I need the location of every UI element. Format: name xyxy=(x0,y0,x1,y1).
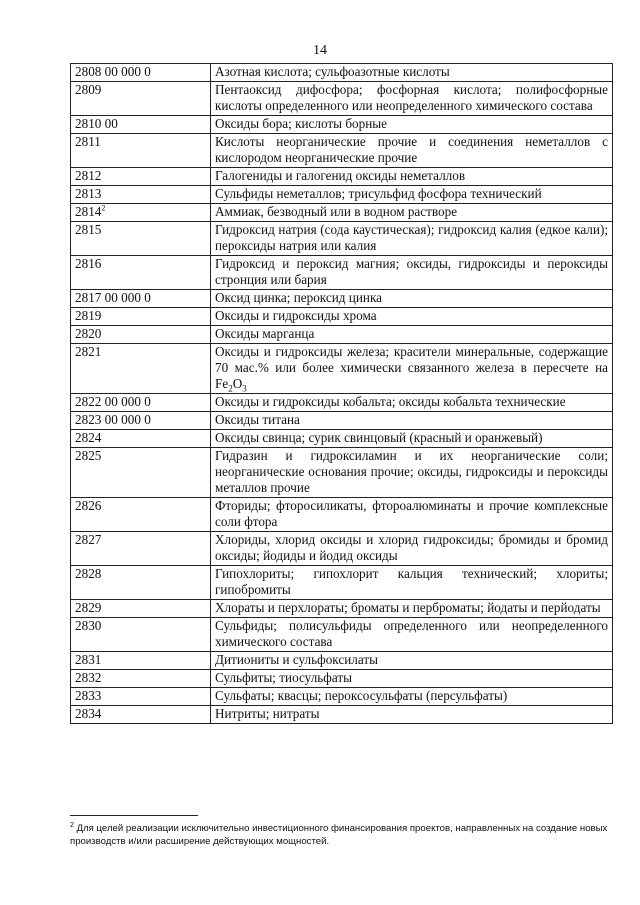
description-cell xyxy=(211,222,613,256)
code-cell xyxy=(71,344,211,394)
description-cell xyxy=(211,344,613,394)
code-cell xyxy=(71,64,211,82)
code-text: 2816 xyxy=(75,256,102,271)
description-cell xyxy=(211,204,613,222)
table-row xyxy=(71,394,613,412)
code-cell xyxy=(71,308,211,326)
description-cell xyxy=(211,326,613,344)
table-row xyxy=(71,186,613,204)
description-text: Оксиды и гидроксиды хрома xyxy=(215,308,377,323)
code-cell xyxy=(71,706,211,724)
description-cell xyxy=(211,308,613,326)
table-row xyxy=(71,168,613,186)
description-text: Оксиды свинца; сурик свинцовый (красный и оранжевый) xyxy=(215,430,543,445)
table-row xyxy=(71,326,613,344)
table-row xyxy=(71,688,613,706)
code-text: 2823 00 000 0 xyxy=(75,412,151,427)
code-cell xyxy=(71,134,211,168)
footnote-mark: 2 xyxy=(70,821,74,829)
code-cell xyxy=(71,82,211,116)
code-text: 2833 xyxy=(75,688,102,703)
table-row xyxy=(71,498,613,532)
description-cell xyxy=(211,600,613,618)
formula-text: O xyxy=(232,376,243,391)
description-cell xyxy=(211,412,613,430)
code-text: 2809 xyxy=(75,82,102,97)
table-row xyxy=(71,290,613,308)
description-cell xyxy=(211,566,613,600)
description-text: Гидроксид и пероксид магния; оксиды, гидроксиды и пероксиды стронция или бария xyxy=(215,256,608,287)
table-row xyxy=(71,412,613,430)
description-text: Нитриты; нитраты xyxy=(215,706,320,721)
code-text: 2830 xyxy=(75,618,102,633)
description-text: Сульфиты; тиосульфаты xyxy=(215,670,352,685)
table-row xyxy=(71,618,613,652)
code-text: 2814 xyxy=(75,204,102,219)
code-text: 2825 xyxy=(75,448,102,463)
description-text: Оксид цинка; пероксид цинка xyxy=(215,290,383,305)
code-text: 2812 xyxy=(75,168,102,183)
code-cell xyxy=(71,222,211,256)
description-cell xyxy=(211,256,613,290)
code-text: 2826 xyxy=(75,498,102,513)
table-row xyxy=(71,204,613,222)
description-cell xyxy=(211,706,613,724)
description-text: Сульфиды; полисульфиды определенного или неопределенного химического состава xyxy=(215,618,608,649)
code-cell xyxy=(71,256,211,290)
footnote-reference: 2 xyxy=(101,203,106,213)
code-cell xyxy=(71,688,211,706)
code-text: 2829 xyxy=(75,600,102,615)
code-cell xyxy=(71,532,211,566)
code-text: 2808 00 000 0 xyxy=(75,64,151,79)
description-text: Оксиды марганца xyxy=(215,326,315,341)
code-text: 2819 xyxy=(75,308,102,323)
description-cell xyxy=(211,82,613,116)
code-text: 2834 xyxy=(75,706,102,721)
table-row xyxy=(71,652,613,670)
description-cell xyxy=(211,186,613,204)
description-text: Пентаоксид дифосфора; фосфорная кислота; полифосфорные кислоты определенного или неопределенного химического состава xyxy=(215,82,608,113)
table-row xyxy=(71,670,613,688)
description-text: Хлораты и перхлораты; броматы и перброматы; йодаты и перйодаты xyxy=(215,600,601,615)
description-cell xyxy=(211,652,613,670)
code-cell xyxy=(71,498,211,532)
code-cell xyxy=(71,326,211,344)
table-row xyxy=(71,600,613,618)
description-text: Оксиды титана xyxy=(215,412,300,427)
code-cell xyxy=(71,412,211,430)
page-number: 14 xyxy=(313,43,327,58)
code-text: 2811 xyxy=(75,134,101,149)
table-body xyxy=(71,64,613,724)
description-text: Хлориды, хлорид оксиды и хлорид гидроксиды; бромиды и бромид оксиды; йодиды и йодид оксиды xyxy=(215,532,608,563)
table-row xyxy=(71,134,613,168)
code-cell xyxy=(71,204,211,222)
table-row xyxy=(71,222,613,256)
description-cell xyxy=(211,116,613,134)
description-text: Сульфиды неметаллов; трисульфид фосфора технический xyxy=(215,186,542,201)
code-text: 2821 xyxy=(75,344,102,359)
code-text: 2822 00 000 0 xyxy=(75,394,151,409)
description-text: Гидроксид натрия (сода каустическая); гидроксид калия (едкое кали); пероксиды натрия или калия xyxy=(215,222,608,253)
description-text: Галогениды и галогенид оксиды неметаллов xyxy=(215,168,466,183)
footnote xyxy=(70,822,615,848)
code-text: 2810 00 xyxy=(75,116,118,131)
description-cell xyxy=(211,498,613,532)
description-text: Гипохлориты; гипохлорит кальция технический; хлориты; гипобромиты xyxy=(215,566,608,597)
description-text: Дитиониты и сульфоксилаты xyxy=(215,652,378,667)
description-cell xyxy=(211,618,613,652)
code-cell xyxy=(71,168,211,186)
code-text: 2813 xyxy=(75,186,102,201)
table-row xyxy=(71,64,613,82)
table-row xyxy=(71,344,613,394)
code-cell xyxy=(71,652,211,670)
footnote-text: Для целей реализации исключительно инвестиционного финансирования проектов, направленных на создание новых производств и/или расширение действующих мощностей. xyxy=(70,823,608,847)
table-row xyxy=(71,256,613,290)
code-cell xyxy=(71,116,211,134)
description-text: Сульфаты; квасцы; пероксосульфаты (персульфаты) xyxy=(215,688,508,703)
description-text: Аммиак, безводный или в водном растворе xyxy=(215,204,458,219)
description-cell xyxy=(211,394,613,412)
description-cell xyxy=(211,168,613,186)
table-row xyxy=(71,706,613,724)
code-cell xyxy=(71,618,211,652)
code-cell xyxy=(71,430,211,448)
code-text: 2832 xyxy=(75,670,102,685)
description-text: Фториды; фторосиликаты, фтороалюминаты и прочие комплексные соли фтора xyxy=(215,498,608,529)
formula-subscript: 2 xyxy=(228,383,233,394)
code-text: 2817 00 000 0 xyxy=(75,290,151,305)
description-cell xyxy=(211,290,613,308)
table-row xyxy=(71,566,613,600)
tariff-code-table xyxy=(70,63,613,724)
description-cell xyxy=(211,532,613,566)
formula-subscript: 3 xyxy=(242,383,247,394)
description-cell xyxy=(211,134,613,168)
code-cell xyxy=(71,394,211,412)
code-text: 2815 xyxy=(75,222,102,237)
code-cell xyxy=(71,290,211,308)
code-text: 2827 xyxy=(75,532,102,547)
code-text: 2828 xyxy=(75,566,102,581)
table-row xyxy=(71,532,613,566)
description-cell xyxy=(211,670,613,688)
code-cell xyxy=(71,670,211,688)
code-cell xyxy=(71,600,211,618)
code-text: 2824 xyxy=(75,430,102,445)
description-cell xyxy=(211,64,613,82)
table-row xyxy=(71,82,613,116)
description-cell xyxy=(211,430,613,448)
table-row xyxy=(71,116,613,134)
description-text: Оксиды и гидроксиды кобальта; оксиды кобальта технические xyxy=(215,394,566,409)
code-cell xyxy=(71,566,211,600)
code-cell xyxy=(71,186,211,204)
description-text: Азотная кислота; сульфоазотные кислоты xyxy=(215,64,450,79)
description-text: Оксиды бора; кислоты борные xyxy=(215,116,387,131)
description-cell xyxy=(211,688,613,706)
table-row xyxy=(71,308,613,326)
code-text: 2820 xyxy=(75,326,102,341)
description-text: Кислоты неорганические прочие и соединения неметаллов с кислородом неорганические прочие xyxy=(215,134,608,165)
table-row xyxy=(71,430,613,448)
code-text: 2831 xyxy=(75,652,102,667)
code-cell xyxy=(71,448,211,498)
footnote-divider xyxy=(70,815,198,816)
description-text: Оксиды и гидроксиды железа; красители минеральные, содержащие 70 мас.% или более химически связанного железа в пересчете на Fe xyxy=(215,344,608,391)
table-row xyxy=(71,448,613,498)
description-cell xyxy=(211,448,613,498)
description-text: Гидразин и гидроксиламин и их неорганические соли; неорганические основания прочие; оксиды, гидроксиды и пероксиды металлов прочие xyxy=(215,448,608,495)
